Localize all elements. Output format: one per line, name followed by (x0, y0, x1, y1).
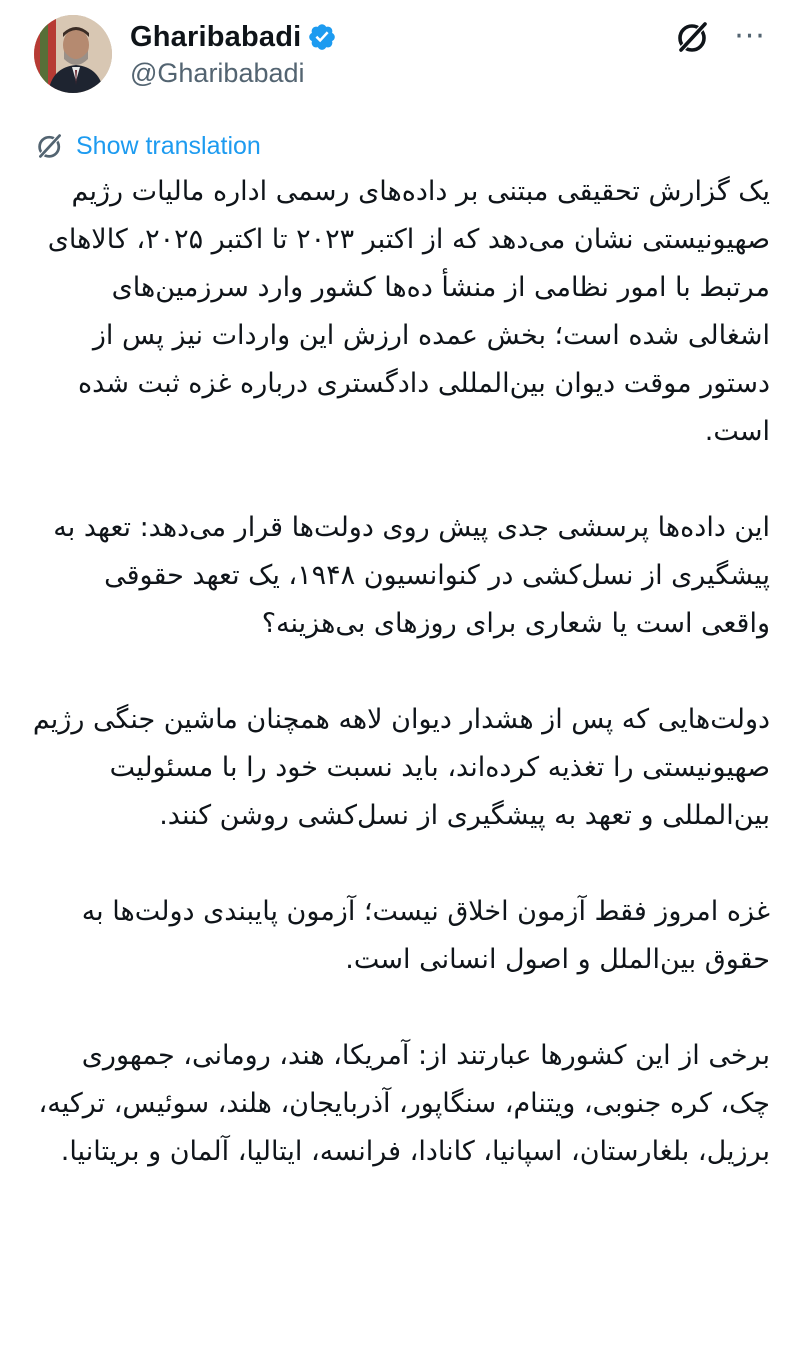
verified-badge-icon[interactable] (307, 22, 337, 52)
tweet-paragraph: یک گزارش تحقیقی مبتنی بر داده‌های رسمی اداره مالیات رژیم صهیونیستی نشان می‌دهد که از اکتبر ۲۰۲۳ تا اکتبر ۲۰۲۵، کالاهای مرتبط با امور نظامی از منشأ ده‌ها کشور وارد سرزمین‌های اشغالی شده است؛ بخش عمده ارزش این واردات نیز پس از دستور موقت دیوان بین‌المللی دادگستری درباره غزه ثبت شده است. (47, 176, 770, 447)
author-name-row (130, 20, 337, 54)
avatar[interactable] (34, 15, 112, 93)
translate-icon (34, 130, 66, 162)
tweet-paragraph: این داده‌ها پرسشی جدی پیش روی دولت‌ها قرار می‌دهد: تعهد به پیشگیری از نسل‌کشی در کنوانسیون ۱۹۴۸، یک تعهد حقوقی واقعی است یا شعاری برای روزهای بی‌هزینه؟ (53, 512, 770, 639)
more-options-icon[interactable]: ··· (734, 19, 766, 54)
show-translation-link[interactable] (34, 128, 261, 164)
tweet-header (0, 0, 800, 110)
show-translation-label[interactable]: Show translation (76, 131, 261, 160)
grok-icon[interactable] (673, 17, 713, 57)
tweet-text (28, 168, 770, 1176)
author-display-name[interactable]: Gharibabadi (130, 20, 302, 53)
tweet-paragraph: دولت‌هایی که پس از هشدار دیوان لاهه همچنان ماشین جنگی رژیم صهیونیستی را تغذیه کرده‌اند، باید نسبت خود را با مسئولیت بین‌المللی و تعهد به پیشگیری از نسل‌کشی روشن کنند. (32, 704, 770, 831)
tweet-paragraph: برخی از این کشورها عبارتند از: آمریکا، هند، رومانی، جمهوری چک، کره جنوبی، ویتنام، سنگاپور، آذربایجان، هلند، سوئیس، ترکیه، برزیل، بلغارستان، اسپانیا، کانادا، فرانسه، ایتالیا، آلمان و بریتانیا. (38, 1040, 770, 1167)
tweet-paragraph: غزه امروز فقط آزمون اخلاق نیست؛ آزمون پایبندی دولت‌ها به حقوق بین‌الملل و اصول انسانی است. (81, 896, 770, 975)
author-handle[interactable]: @Gharibabadi (130, 58, 305, 88)
